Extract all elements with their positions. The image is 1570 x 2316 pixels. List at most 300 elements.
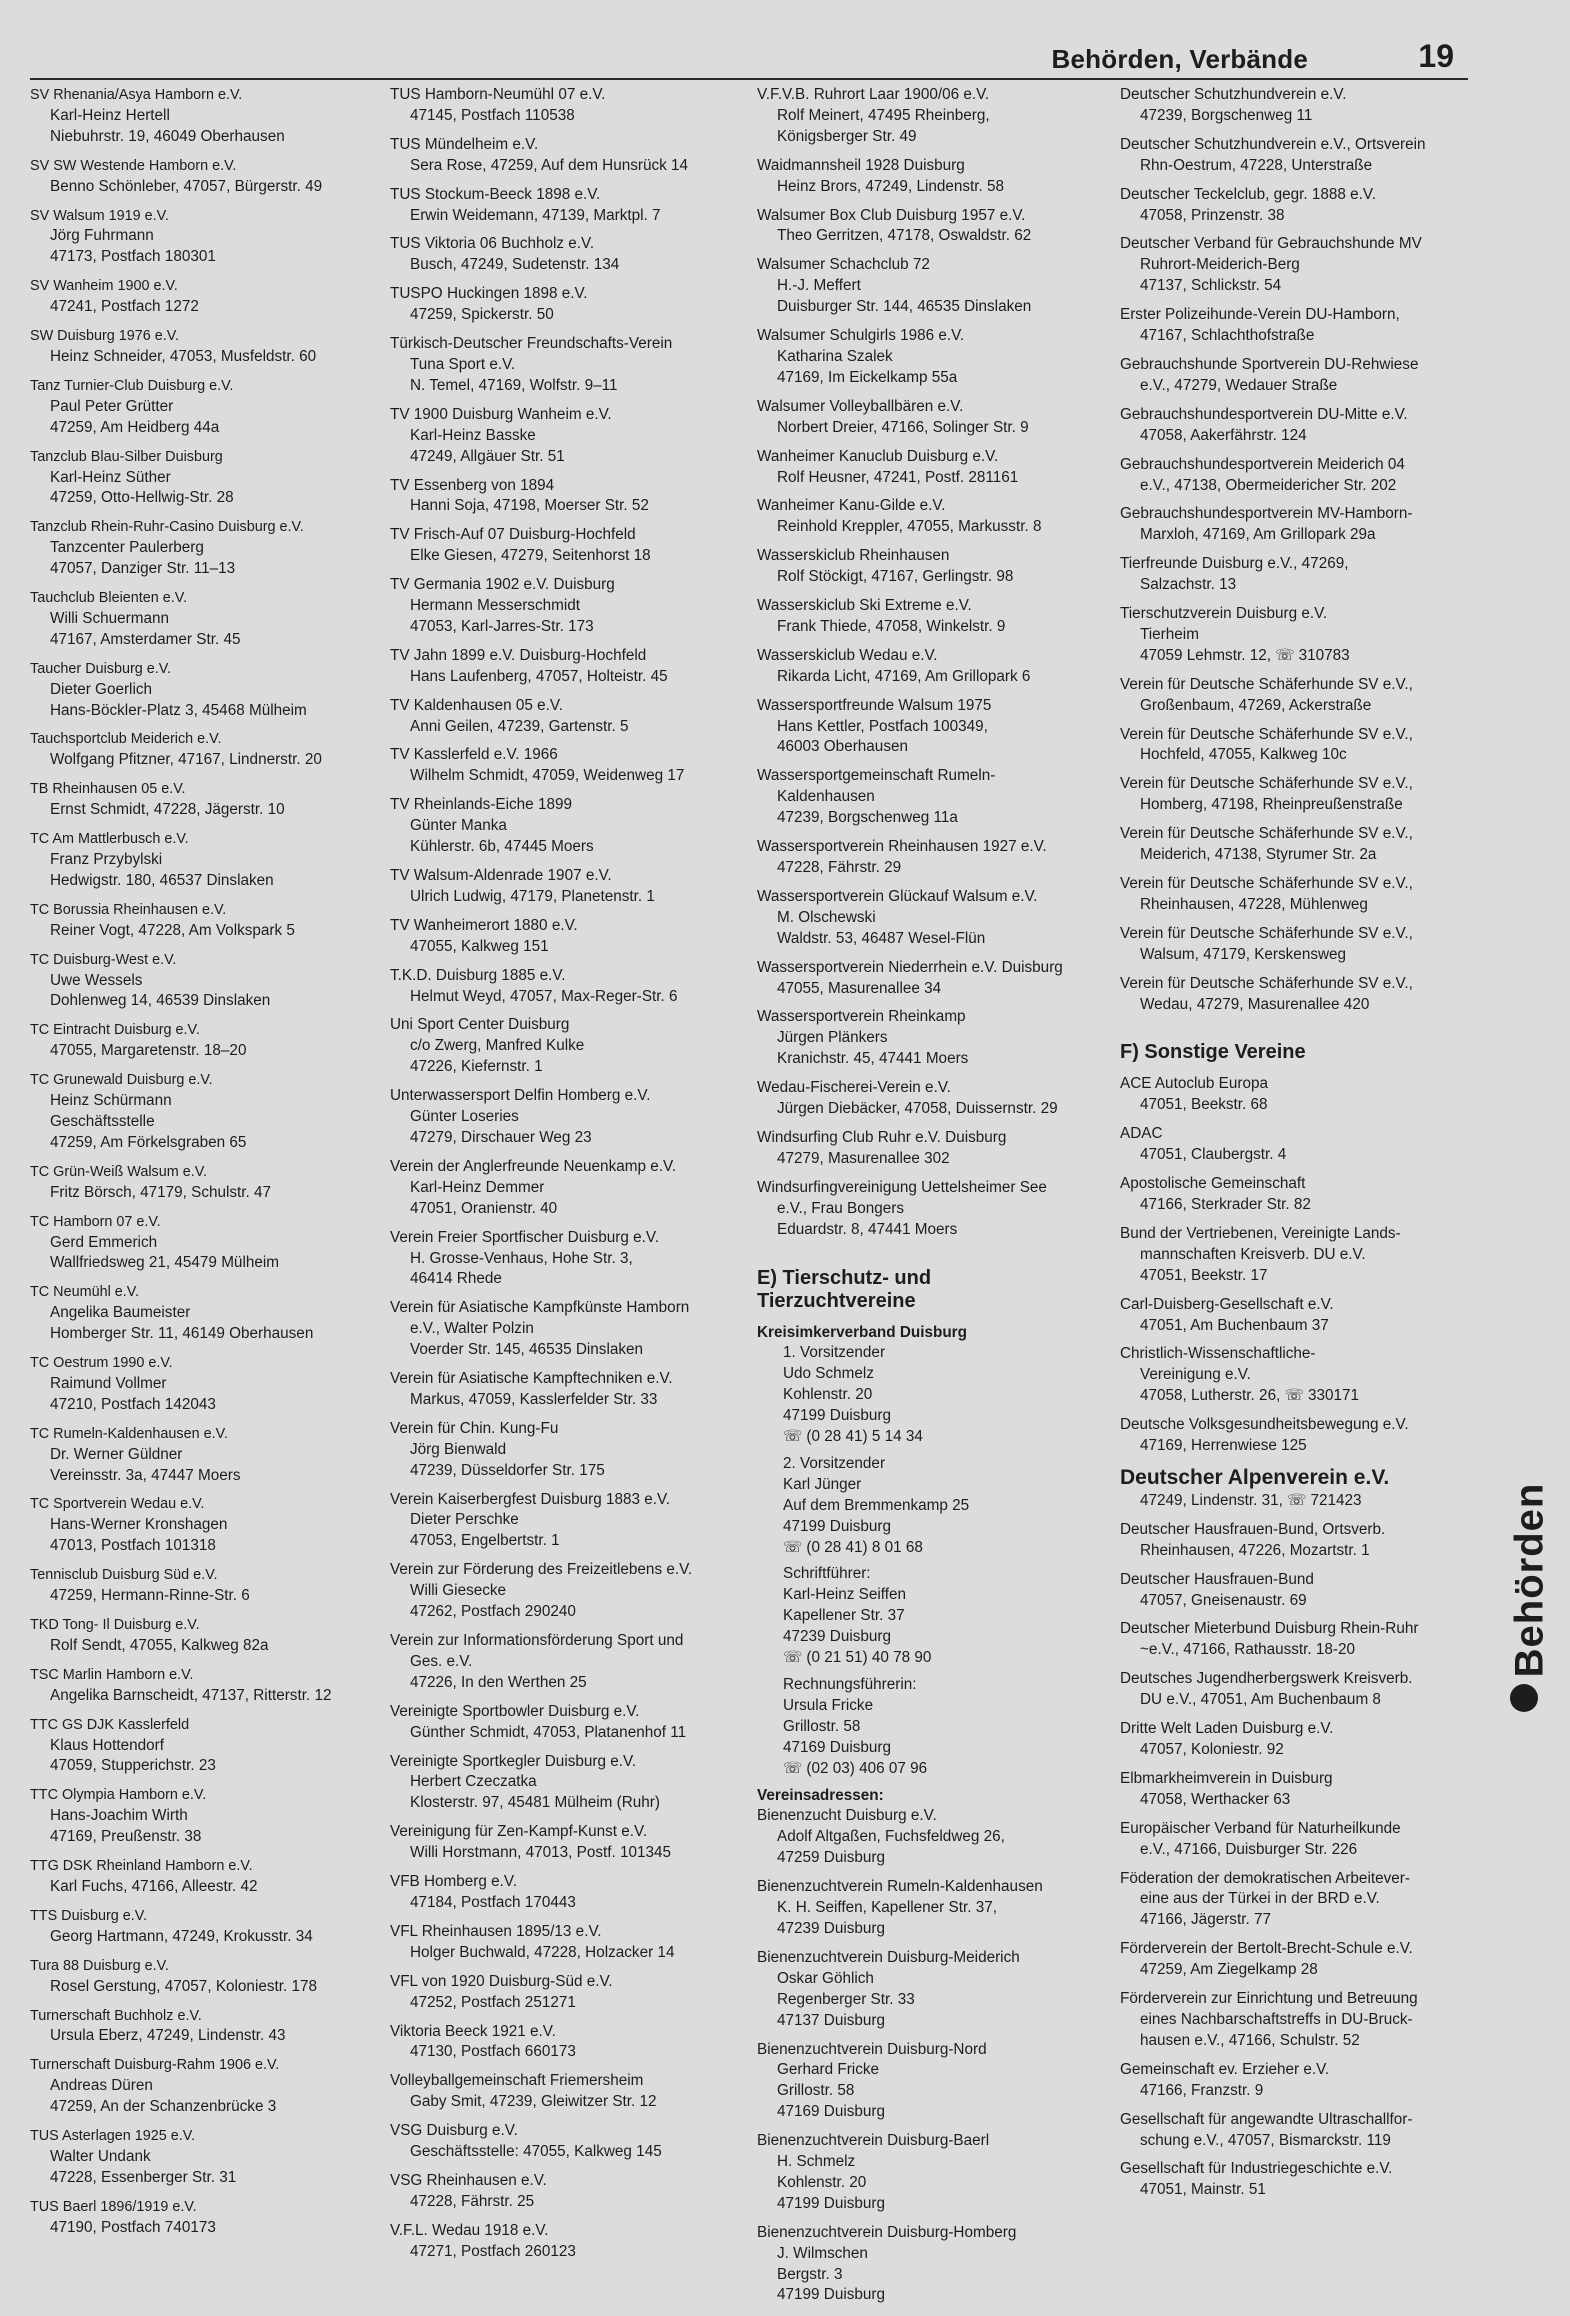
- entry-line: 47166, Franzstr. 9: [1140, 2081, 1264, 2099]
- entry-line: Dieter Perschke: [410, 1511, 519, 1529]
- directory-entry: [757, 1178, 1117, 1241]
- entry-line: Karl-Heinz Hertell: [50, 106, 170, 124]
- entry-name: SV Rhenania/Asya Hamborn e.V.: [30, 87, 243, 103]
- directory-entry: [757, 596, 1117, 638]
- entry-line: Hans Kettler, Postfach 100349,: [777, 717, 988, 735]
- vereinsadressen-title: Vereinsadressen:: [757, 1786, 884, 1804]
- directory-entry: [390, 1631, 738, 1694]
- contact-line: ☏ (02 03) 406 07 96: [783, 1759, 928, 1777]
- entry-name: Europäischer Verband für Naturheilkunde: [1120, 1819, 1401, 1837]
- entry-line: c/o Zwerg, Manfred Kulke: [410, 1037, 585, 1055]
- entry-name: TV Kaldenhausen 05 e.V.: [390, 696, 563, 714]
- entry-name: Wedau-Fischerei-Verein e.V.: [757, 1079, 951, 1097]
- entry-line: 47058, Werthacker 63: [1140, 1790, 1291, 1808]
- entry-name: Deutsches Jugendherbergswerk Kreisverb.: [1120, 1670, 1413, 1688]
- directory-entry: [1120, 554, 1465, 596]
- entry-line: 47051, Am Buchenbaum 37: [1140, 1316, 1329, 1334]
- entry-line: 47169, Im Eickelkamp 55a: [777, 368, 958, 386]
- directory-entry: [390, 1015, 738, 1078]
- bullet-icon: [1510, 1684, 1538, 1712]
- entry-line: 47259, Otto-Hellwig-Str. 28: [50, 489, 234, 507]
- entry-line: Voerder Str. 145, 46535 Dinslaken: [410, 1341, 644, 1359]
- entry-line: N. Temel, 47169, Wolfstr. 9–11: [410, 376, 618, 394]
- entry-line: 47239, Borgschenweg 11a: [777, 809, 958, 827]
- entry-name: TV Germania 1902 e.V. Duisburg: [390, 576, 615, 594]
- directory-entry: [757, 1078, 1117, 1120]
- directory-entry: [30, 2006, 370, 2048]
- kreisimkerverband-contacts: [757, 1343, 1117, 1779]
- entry-line: 47173, Postfach 180301: [50, 248, 216, 266]
- entry-line: 47051, Beekstr. 17: [1140, 1266, 1268, 1284]
- entry-line: Rolf Stöckigt, 47167, Gerlingstr. 98: [777, 568, 1014, 586]
- entry-line: Rheinhausen, 47226, Mozartstr. 1: [1140, 1541, 1370, 1559]
- directory-entry: [30, 1070, 370, 1154]
- directory-entry: [1120, 504, 1465, 546]
- entry-name: Wanheimer Kanu-Gilde e.V.: [757, 497, 946, 515]
- directory-entry: [390, 1702, 738, 1744]
- directory-entry: [390, 1752, 738, 1815]
- entry-line: 47190, Postfach 740173: [50, 2218, 216, 2236]
- entry-line: 47259, Am Ziegelkamp 28: [1140, 1961, 1318, 1979]
- entry-line: 47130, Postfach 660173: [410, 2043, 576, 2061]
- directory-entry: [30, 276, 370, 318]
- entry-line: 47051, Beekstr. 68: [1140, 1096, 1268, 1114]
- entry-line: 47249, Allgäuer Str. 51: [410, 447, 565, 465]
- entry-name: Verein der Anglerfreunde Neuenkamp e.V.: [390, 1157, 677, 1175]
- entry-line: eines Nachbarschaftstreffs in DU-Bruck-: [1140, 2010, 1413, 2028]
- entry-line: 47055, Kalkweg 151: [410, 937, 549, 955]
- entry-name: Tennisclub Duisburg Süd e.V.: [30, 1567, 218, 1584]
- entry-line: Hermann Messerschmidt: [410, 597, 581, 615]
- entry-line: Kühlerstr. 6b, 47445 Moers: [410, 838, 594, 856]
- directory-entry: [757, 1877, 1117, 1940]
- entry-line: 47057, Koloniestr. 92: [1140, 1741, 1284, 1758]
- contact-line: Auf dem Bremmenkamp 25: [783, 1496, 970, 1514]
- entry-name: Waidmannsheil 1928 Duisburg: [757, 156, 965, 174]
- directory-entry: [1120, 1869, 1465, 1932]
- directory-entry: [30, 1424, 370, 1487]
- entry-line: Rolf Sendt, 47055, Kalkweg 82a: [50, 1636, 269, 1654]
- entry-line: Ernst Schmidt, 47228, Jägerstr. 10: [50, 801, 285, 819]
- directory-entry: [30, 1956, 370, 1998]
- entry-line: Paul Peter Grütter: [50, 397, 174, 415]
- entry-line: Homberg, 47198, Rheinpreußenstraße: [1140, 796, 1403, 814]
- entry-name: Wanheimer Kanuclub Duisburg e.V.: [757, 447, 999, 465]
- entry-name: Viktoria Beeck 1921 e.V.: [390, 2022, 556, 2040]
- directory-entry: [390, 2071, 738, 2113]
- entry-line: Raimund Vollmer: [50, 1374, 167, 1392]
- entry-line: Franz Przybylski: [50, 851, 163, 868]
- entry-name: TUS Asterlagen 1925 e.V.: [30, 2128, 196, 2145]
- entry-line: 47259, Am Heidberg 44a: [50, 418, 220, 436]
- entry-name: T.K.D. Duisburg 1885 e.V.: [390, 966, 566, 984]
- entry-line: Grillostr. 58: [777, 2082, 855, 2100]
- entry-line: 47241, Postfach 1272: [50, 298, 199, 316]
- entry-name: TC Grunewald Duisburg e.V.: [30, 1072, 213, 1089]
- entry-line: 47199 Duisburg: [777, 2286, 886, 2304]
- contact-line: Karl Jünger: [783, 1475, 862, 1493]
- entry-line: 47051, Claubergstr. 4: [1140, 1146, 1287, 1164]
- directory-entry: [1120, 1570, 1465, 1612]
- entry-line: Ulrich Ludwig, 47179, Planetenstr. 1: [410, 887, 655, 905]
- directory-entry: [30, 1906, 370, 1948]
- directory-entry: [30, 376, 370, 439]
- entry-line: Gaby Smit, 47239, Gleiwitzer Str. 12: [410, 2093, 657, 2111]
- directory-entry: [390, 85, 738, 127]
- entry-name: Volleyballgemeinschaft Friemersheim: [390, 2072, 644, 2090]
- entry-name: Turnerschaft Duisburg-Rahm 1906 e.V.: [30, 2057, 280, 2074]
- entry-name: TC Grün-Weiß Walsum e.V.: [30, 1163, 207, 1180]
- section-heading-f: F) Sonstige Vereine: [1120, 1041, 1306, 1064]
- directory-entry: [757, 496, 1117, 538]
- entry-name: V.F.V.B. Ruhrort Laar 1900/06 e.V.: [757, 86, 990, 103]
- entry-line: 46003 Oberhausen: [777, 738, 908, 756]
- entry-line: Uwe Wessels: [50, 971, 143, 989]
- entry-name: TUS Mündelheim e.V.: [390, 135, 539, 153]
- directory-entry: [1120, 1124, 1465, 1166]
- entry-line: H. Schmelz: [777, 2153, 856, 2171]
- directory-entry: [1120, 405, 1465, 447]
- entry-line: 47226, Kiefernstr. 1: [410, 1058, 543, 1076]
- directory-entry: [390, 646, 738, 688]
- entry-line: 47252, Postfach 251271: [410, 1993, 576, 2011]
- entry-name: TUS Viktoria 06 Buchholz e.V.: [390, 235, 595, 253]
- entry-name: Verein für Deutsche Schäferhunde SV e.V.,: [1120, 825, 1413, 843]
- entry-line: Regenberger Str. 33: [777, 1990, 915, 2008]
- entry-name: Verein für Deutsche Schäferhunde SV e.V.,: [1120, 974, 1413, 992]
- entry-line: 47259, Hermann-Rinne-Str. 6: [50, 1587, 250, 1605]
- entry-line: Heinz Schneider, 47053, Musfeldstr. 60: [50, 347, 317, 365]
- directory-entry: [390, 2121, 738, 2163]
- entry-line: 47057, Gneisenaustr. 69: [1140, 1591, 1307, 1609]
- contact-block: [757, 1675, 1117, 1780]
- entry-name: Bienenzuchtverein Duisburg-Nord: [757, 2040, 987, 2058]
- entry-name: TC Borussia Rheinhausen e.V.: [30, 901, 227, 918]
- entry-line: 47169 Duisburg: [777, 2103, 886, 2121]
- entry-name: Erster Polizeihunde-Verein DU-Hamborn,: [1120, 306, 1400, 324]
- directory-entry: [30, 729, 370, 771]
- col4-entry-list: [1120, 85, 1465, 1015]
- entry-line: Reiner Vogt, 47228, Am Volkspark 5: [50, 921, 295, 939]
- directory-entry: [30, 659, 370, 722]
- entry-line: 47259, Am Förkelsgraben 65: [50, 1133, 247, 1151]
- entry-name: TV Jahn 1899 e.V. Duisburg-Hochfeld: [390, 646, 647, 664]
- entry-line: Hans-Böckler-Platz 3, 45468 Mülheim: [50, 701, 307, 719]
- entry-name: Tierfreunde Duisburg e.V., 47269,: [1120, 555, 1349, 573]
- entry-name: Verein Freier Sportfischer Duisburg e.V.: [390, 1228, 659, 1246]
- entry-name: Unterwassersport Delfin Homberg e.V.: [390, 1087, 651, 1105]
- entry-name: TV Kasslerfeld e.V. 1966: [390, 746, 558, 764]
- entry-name: Vereinigte Sportbowler Duisburg e.V.: [390, 1702, 640, 1720]
- entry-name: TB Rheinhausen 05 e.V.: [30, 781, 186, 798]
- directory-entry: [390, 234, 738, 276]
- contact-line: ☏ (0 28 41) 5 14 34: [783, 1428, 923, 1446]
- entry-line: 47059, Stupperichstr. 23: [50, 1757, 216, 1775]
- entry-name: Bienenzuchtverein Duisburg-Baerl: [757, 2132, 990, 2150]
- directory-entry: [30, 1715, 370, 1778]
- directory-entry: [390, 405, 738, 468]
- entry-name: Tanzclub Blau-Silber Duisburg: [30, 448, 223, 465]
- entry-name: Deutscher Alpenverein e.V.: [1120, 1465, 1390, 1489]
- entry-name: Tauchclub Bleienten e.V.: [30, 590, 188, 607]
- entry-line: eine aus der Türkei in der BRD e.V.: [1140, 1890, 1380, 1908]
- entry-name: Windsurfingvereinigung Uettelsheimer See: [757, 1178, 1047, 1196]
- entry-line: Angelika Baumeister: [50, 1304, 191, 1322]
- entry-line: schung e.V., 47057, Bismarckstr. 119: [1140, 2131, 1391, 2149]
- alpenverein-entry: [1120, 1465, 1465, 1512]
- contact-line: ☏ (0 28 41) 8 01 68: [783, 1538, 923, 1556]
- directory-entry: [30, 1020, 370, 1062]
- entry-name: Wassersportverein Rheinkamp: [757, 1008, 966, 1026]
- entry-line: Helmut Weyd, 47057, Max-Reger-Str. 6: [410, 987, 678, 1005]
- contact-line: ☏ (0 21 51) 40 78 90: [783, 1649, 932, 1667]
- directory-entry: [757, 156, 1117, 198]
- entry-name: Apostolische Gemeinschaft: [1120, 1175, 1306, 1193]
- entry-name: Wasserskiclub Ski Extreme e.V.: [757, 597, 972, 615]
- directory-entry: [390, 575, 738, 638]
- entry-line: 46414 Rhede: [410, 1270, 502, 1288]
- directory-entry: [30, 1212, 370, 1275]
- entry-name: Föderation der demokratischen Arbeitever-: [1120, 1869, 1410, 1887]
- entry-name: Verein Kaiserbergfest Duisburg 1883 e.V.: [390, 1490, 671, 1508]
- entry-name: Gesellschaft für Industriegeschichte e.V.: [1120, 2160, 1393, 2178]
- contact-block: [757, 1343, 1117, 1448]
- directory-entry: [390, 795, 738, 858]
- directory-entry: [1120, 725, 1465, 767]
- entry-name: Christlich-Wissenschaftliche-: [1120, 1345, 1316, 1363]
- entry-line: H. Grosse-Venhaus, Hohe Str. 3,: [410, 1249, 633, 1267]
- entry-name: Gesellschaft für angewandte Ultraschallfor-: [1120, 2110, 1413, 2128]
- entry-name: Gebrauchshundesportverein Meiderich 04: [1120, 455, 1405, 473]
- entry-line: Karl-Heinz Basske: [410, 426, 536, 444]
- entry-name: TTG DSK Rheinland Hamborn e.V.: [30, 1858, 253, 1875]
- entry-line: e.V., 47279, Wedauer Straße: [1140, 376, 1338, 394]
- directory-entry: [1120, 874, 1465, 916]
- entry-line: Rosel Gerstung, 47057, Koloniestr. 178: [50, 1977, 318, 1995]
- directory-entry: [390, 1157, 738, 1220]
- sonstige-list-a: [1120, 1074, 1465, 1457]
- entry-name: Verein für Deutsche Schäferhunde SV e.V.,: [1120, 875, 1413, 892]
- entry-name: Tierschutzverein Duisburg e.V.: [1120, 605, 1328, 623]
- entry-line: 47137 Duisburg: [777, 2011, 886, 2029]
- directory-entry: [757, 447, 1117, 489]
- entry-line: 47169, Preußenstr. 38: [50, 1828, 202, 1846]
- directory-entry: [1120, 1619, 1465, 1661]
- entry-name: Taucher Duisburg e.V.: [30, 660, 172, 677]
- column-2: [390, 85, 738, 2271]
- entry-line: Ruhrort-Meiderich-Berg: [1140, 256, 1300, 274]
- col3-entry-list: [757, 85, 1117, 1241]
- entry-line: 47167, Amsterdamer Str. 45: [50, 630, 241, 648]
- entry-line: 47199 Duisburg: [777, 2194, 886, 2212]
- entry-line: 47228, Fährstr. 29: [777, 859, 902, 876]
- entry-name: Verein für Asiatische Kampfkünste Hamborn: [390, 1299, 690, 1317]
- entry-line: J. Wilmschen: [777, 2244, 868, 2262]
- directory-entry: [757, 766, 1117, 829]
- entry-line: Königsberger Str. 49: [777, 127, 917, 145]
- entry-name: Förderverein der Bertolt-Brecht-Schule e.V.: [1120, 1940, 1413, 1958]
- entry-name: Deutscher Schutzhundverein e.V.: [1120, 86, 1347, 103]
- entry-name: VFL Rheinhausen 1895/13 e.V.: [390, 1922, 602, 1940]
- entry-name: Wassersportverein Rheinhausen 1927 e.V.: [757, 838, 1047, 856]
- directory-entry: [390, 1419, 738, 1482]
- entry-name: Verein für Deutsche Schäferhunde SV e.V.,: [1120, 924, 1413, 942]
- entry-name: TV Rheinlands-Eiche 1899: [390, 796, 572, 814]
- entry-name: Walsumer Box Club Duisburg 1957 e.V.: [757, 206, 1026, 224]
- entry-name: TTC GS DJK Kasslerfeld: [30, 1716, 190, 1733]
- entry-name: Verein für Asiatische Kampftechniken e.V.: [390, 1370, 673, 1388]
- entry-line: 47169, Herrenwiese 125: [1140, 1437, 1307, 1455]
- entry-line: Rolf Meinert, 47495 Rheinberg,: [777, 106, 990, 124]
- side-tab-label: Behörden: [1507, 1482, 1552, 1678]
- directory-entry: [390, 1822, 738, 1864]
- entry-name: Turnerschaft Buchholz e.V.: [30, 2007, 202, 2024]
- entry-name: Tura 88 Duisburg e.V.: [30, 1957, 169, 1974]
- directory-entry: [30, 1282, 370, 1345]
- directory-entry: [390, 1369, 738, 1411]
- directory-entry: [30, 1615, 370, 1657]
- entry-line: 47013, Postfach 101318: [50, 1537, 216, 1555]
- entry-name: Bund der Vertriebenen, Vereinigte Lands-: [1120, 1224, 1401, 1242]
- contact-line: 47199 Duisburg: [783, 1517, 892, 1535]
- entry-name: Bienenzuchtverein Duisburg-Homberg: [757, 2223, 1017, 2241]
- contact-line: Udo Schmelz: [783, 1365, 874, 1383]
- directory-entry: [30, 588, 370, 651]
- entry-line: Busch, 47249, Sudetenstr. 134: [410, 256, 620, 274]
- directory-entry: [30, 1665, 370, 1707]
- entry-name: Deutscher Hausfrauen-Bund: [1120, 1570, 1314, 1588]
- entry-line: Bergstr. 3: [777, 2265, 843, 2283]
- entry-line: Jürgen Plänkers: [777, 1029, 888, 1047]
- entry-name: Wassersportverein Niederrhein e.V. Duisburg: [757, 958, 1063, 976]
- contact-line: Schriftführer:: [783, 1565, 871, 1583]
- entry-line: Elke Giesen, 47279, Seitenhorst 18: [410, 547, 651, 565]
- entry-line: Benno Schönleber, 47057, Bürgerstr. 49: [50, 177, 323, 195]
- entry-name: TV 1900 Duisburg Wanheim e.V.: [390, 405, 612, 423]
- entry-line: Anni Geilen, 47239, Gartenstr. 5: [410, 717, 629, 735]
- entry-line: Geschäftsstelle: [50, 1112, 155, 1130]
- directory-entry: [1120, 85, 1465, 127]
- entry-line: Klaus Hottendorf: [50, 1736, 164, 1754]
- entry-line: Tierheim: [1140, 625, 1199, 643]
- entry-line: Günter Loseries: [410, 1108, 519, 1126]
- vereinsadressen-list: [757, 1806, 1117, 2306]
- section-heading-line: E) Tierschutz- und: [757, 1266, 932, 1289]
- entry-name: TUS Stockum-Beeck 1898 e.V.: [390, 185, 601, 203]
- contact-line: 47239 Duisburg: [783, 1628, 892, 1646]
- entry-name: Walsumer Volleyballbären e.V.: [757, 397, 964, 415]
- directory-entry: [1120, 974, 1465, 1016]
- entry-name: Vereinigung für Zen-Kampf-Kunst e.V.: [390, 1823, 648, 1841]
- directory-entry: [390, 1086, 738, 1149]
- entry-name: Wassersportgemeinschaft Rumeln-: [757, 767, 996, 785]
- entry-line: 47051, Oranienstr. 40: [410, 1199, 558, 1217]
- directory-entry: [1120, 2060, 1465, 2102]
- directory-entry: [757, 696, 1117, 759]
- contact-line: 2. Vorsitzender: [783, 1454, 886, 1472]
- directory-entry: [757, 546, 1117, 588]
- directory-entry: [390, 135, 738, 177]
- entry-line: Karl-Heinz Süther: [50, 468, 171, 486]
- contact-line: Grillostr. 58: [783, 1717, 861, 1735]
- entry-line: Dieter Goerlich: [50, 680, 153, 698]
- entry-line: Meiderich, 47138, Styrumer Str. 2a: [1140, 846, 1377, 864]
- directory-entry: [1120, 1174, 1465, 1216]
- entry-name: TV Walsum-Aldenrade 1907 e.V.: [390, 867, 612, 884]
- entry-line: DU e.V., 47051, Am Buchenbaum 8: [1140, 1691, 1381, 1709]
- directory-entry: [30, 206, 370, 269]
- entry-line: Kranichstr. 45, 47441 Moers: [777, 1050, 969, 1068]
- page-number: 19: [1418, 38, 1454, 74]
- sonstige-list-b: [1120, 1520, 1465, 2201]
- entry-name: Wasserskiclub Wedau e.V.: [757, 646, 938, 664]
- column-4: [1120, 85, 1465, 2209]
- entry-line: Fritz Börsch, 47179, Schulstr. 47: [50, 1183, 272, 1201]
- entry-line: 47239, Düsseldorfer Str. 175: [410, 1461, 605, 1479]
- entry-line: 47262, Postfach 290240: [410, 1603, 576, 1621]
- directory-entry: [1120, 2159, 1465, 2201]
- entry-line: Karl Fuchs, 47166, Alleestr. 42: [50, 1877, 258, 1895]
- header-rule: [30, 78, 1468, 80]
- entry-name: Gebrauchshundesportverein DU-Mitte e.V.: [1120, 405, 1408, 423]
- entry-name: SV Wanheim 1900 e.V.: [30, 278, 178, 295]
- entry-line: Hans Laufenberg, 47057, Holteistr. 45: [410, 667, 668, 685]
- contact-line: Kohlenstr. 20: [783, 1386, 873, 1404]
- directory-entry: [390, 1922, 738, 1964]
- entry-line: 47259, Spickerstr. 50: [410, 306, 554, 324]
- directory-entry: [30, 85, 370, 148]
- entry-name: Verein zur Informationsförderung Sport und: [390, 1632, 684, 1649]
- directory-entry: [390, 916, 738, 958]
- directory-entry: [390, 1560, 738, 1623]
- entry-line: Vereinigung e.V.: [1140, 1366, 1251, 1384]
- entry-name: Förderverein zur Einrichtung und Betreuung: [1120, 1990, 1418, 2008]
- entry-line: 47053, Engelbertstr. 1: [410, 1532, 560, 1550]
- entry-name: Wassersportverein Glückauf Walsum e.V.: [757, 887, 1038, 905]
- entry-name: Verein für Deutsche Schäferhunde SV e.V.,: [1120, 775, 1413, 793]
- entry-line: Rhn-Oestrum, 47228, Unterstraße: [1140, 156, 1373, 174]
- entry-line: Willi Schuermann: [50, 609, 170, 627]
- entry-name: SV Walsum 1919 e.V.: [30, 207, 169, 224]
- directory-entry: [390, 185, 738, 227]
- entry-line: 47259 Duisburg: [777, 1849, 886, 1867]
- entry-name: SW Duisburg 1976 e.V.: [30, 328, 180, 345]
- directory-entry: [30, 950, 370, 1013]
- directory-entry: [757, 326, 1117, 389]
- entry-name: Deutscher Schutzhundverein e.V., Ortsverein: [1120, 135, 1426, 153]
- entry-line: Wolfgang Pfitzner, 47167, Lindnerstr. 20: [50, 751, 322, 769]
- entry-name: Gebrauchshundesportverein MV-Hamborn-: [1120, 505, 1413, 523]
- entry-line: Vereinsstr. 3a, 47447 Moers: [50, 1466, 241, 1484]
- directory-entry: [1120, 355, 1465, 397]
- directory-entry: [757, 887, 1117, 950]
- directory-entry: [757, 206, 1117, 248]
- entry-name: TSC Marlin Hamborn e.V.: [30, 1666, 194, 1683]
- directory-entry: [1120, 1989, 1465, 2052]
- entry-name: TC Rumeln-Kaldenhausen e.V.: [30, 1425, 228, 1442]
- entry-name: TC Sportverein Wedau e.V.: [30, 1496, 205, 1513]
- directory-entry: [1120, 1719, 1465, 1761]
- entry-line: 47051, Mainstr. 51: [1140, 2181, 1266, 2199]
- entry-name: VSG Duisburg e.V.: [390, 2122, 518, 2140]
- entry-line: Rheinhausen, 47228, Mühlenweg: [1140, 895, 1368, 913]
- directory-entry: [1120, 1819, 1465, 1861]
- entry-name: V.F.L. Wedau 1918 e.V.: [390, 2221, 549, 2239]
- entry-line: Großenbaum, 47269, Ackerstraße: [1140, 696, 1372, 714]
- directory-entry: [1120, 675, 1465, 717]
- entry-name: VFL von 1920 Duisburg-Süd e.V.: [390, 1972, 613, 1990]
- entry-name: Uni Sport Center Duisburg: [390, 1016, 570, 1034]
